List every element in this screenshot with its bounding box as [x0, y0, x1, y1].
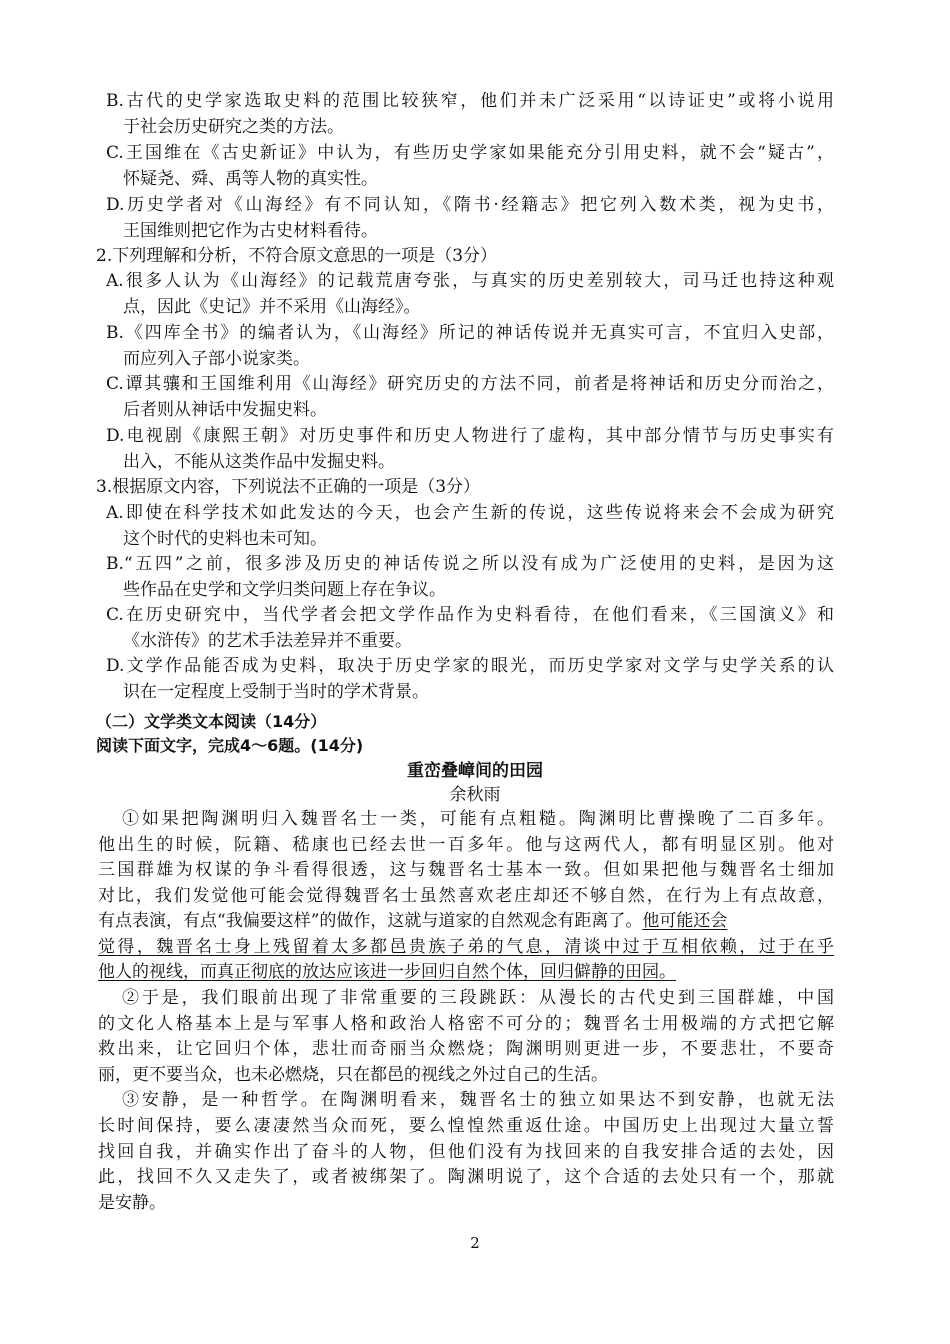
- q3-option-b-line2: 些作品在史学和文学归类问题上存在争议。: [123, 580, 446, 600]
- q1-option-b-line2: 于社会历史研究之类的方法。: [123, 117, 344, 137]
- p1-underlined-start: 他可能还会: [642, 911, 728, 931]
- q3-stem: 3.根据原文内容，下列说法不正确的一项是（3分）: [96, 477, 481, 497]
- p1-line4: 对比，我们发觉他可能会觉得魏晋名士虽然喜欢老庄却还不够自然，在行为上有点故意，: [98, 886, 834, 906]
- p3-line5: 是安静。: [98, 1193, 166, 1213]
- q2-option-d-line2: 出入，不能从这类作品中发掘史料。: [123, 452, 395, 472]
- q1-option-b-line1: B.古代的史学家选取史料的范围比较狭窄，他们并未广泛采用“以诗证史”或将小说用: [106, 91, 834, 111]
- q1-option-d-line1: D.历史学者对《山海经》有不同认知，《隋书·经籍志》把它列入数术类，视为史书，: [106, 195, 834, 215]
- q3-option-b-line1: B.“五四”之前，很多涉及历史的神话传说之所以没有成为广泛使用的史料，是因为这: [106, 554, 834, 574]
- q1-option-d-line2: 王国维则把它作为古史材料看待。: [123, 221, 378, 241]
- p1-line2: 他出生的时候，阮籍、嵇康也已经去世一百多年。他与这两代人，都有明显区别。他对: [98, 835, 834, 855]
- section-heading: （二）文学类文本阅读（14分）: [96, 712, 327, 731]
- q2-option-c-line2: 后者则从神话中发掘史料。: [123, 400, 327, 420]
- p1-underlined-line3-text: 他人的视线，而真正彻底的放达应该进一步回归自然个体，回归僻静的田园。: [98, 962, 676, 982]
- p3-line1: ③安静，是一种哲学。在陶渊明看来，魏晋名士的独立如果达不到安静，也就无法: [122, 1090, 834, 1110]
- q1-option-c-line2: 怀疑尧、舜、禹等人物的真实性。: [123, 169, 378, 189]
- p1-underlined-line2: 觉得，魏晋名士身上残留着太多都邑贵族子弟的气息，清谈中过于互相依赖，过于在乎: [98, 937, 834, 957]
- q3-option-c-line1: C.在历史研究中，当代学者会把文学作品作为史料看待，在他们看来，《三国演义》和: [106, 605, 834, 625]
- q2-option-a-line1: A.很多人认为《山海经》的记载荒唐夸张，与真实的历史差别较大，司马迁也持这种观: [106, 271, 834, 291]
- p2-line1: ②于是，我们眼前出现了非常重要的三段跳跃：从漫长的古代史到三国群雄，中国: [122, 988, 834, 1008]
- q3-option-d-line2: 识在一定程度上受制于当时的学术背景。: [123, 682, 429, 702]
- q2-option-b-line1: B.《四库全书》的编者认为，《山海经》所记的神话传说并无真实可言，不宜归入史部，: [106, 323, 834, 343]
- section-instruction: 阅读下面文字，完成4～6题。(14分): [96, 736, 364, 755]
- page-number: 2: [470, 1234, 480, 1252]
- p1-line5: [98, 910, 834, 932]
- q1-option-c-line1: C.王国维在《古史新证》中认为，有些历史学家如果能充分引用史料，就不会“疑古”，: [106, 143, 834, 163]
- p1-line3: 三国群雄为权谋的争斗看得很透，这与魏晋名士基本一致。但如果把他与魏晋名士细加: [98, 860, 834, 880]
- passage-author: 余秋雨: [449, 785, 501, 805]
- p3-line2: 长时间保持，要么凄凄然当众而死，要么惶惶然重返仕途。中国历史上出现过大量立誓: [98, 1116, 834, 1136]
- q3-option-d-line1: D.文学作品能否成为史料，取决于历史学家的眼光，而历史学家对文学与史学关系的认: [106, 656, 834, 676]
- q3-option-a-line2: 这个时代的史料也未可知。: [123, 529, 327, 549]
- q3-option-c-line2: 《水浒传》的艺术手法差异并不重要。: [123, 631, 412, 651]
- q2-option-b-line2: 而应列入子部小说家类。: [123, 349, 310, 369]
- p1-underlined-line3: [98, 961, 834, 983]
- q3-option-a-line1: A.即使在科学技术如此发达的今天，也会产生新的传说，这些传说将来会不会成为研究: [106, 503, 834, 523]
- passage-title: 重峦叠嶂间的田园: [407, 761, 543, 781]
- p3-line3: 找回自我，并确实作出了奋斗的人物，但他们没有为找回来的自我安排合适的去处，因: [98, 1142, 834, 1162]
- p1-line5-text: 有点表演，有点“我偏要这样”的做作，这就与道家的自然观念有距离了。: [98, 911, 643, 931]
- q2-option-a-line2: 点，因此《史记》并不采用《山海经》。: [123, 297, 421, 317]
- q2-option-c-line1: C.谭其骧和王国维利用《山海经》研究历史的方法不同，前者是将神话和历史分而治之，: [106, 374, 834, 394]
- p2-line3: 救出来，让它回归个体，悲壮而奇丽当众燃烧；陶渊明则更进一步，不要悲壮，不要奇: [98, 1039, 834, 1059]
- p1-line1: ①如果把陶渊明归入魏晋名士一类，可能有点粗糙。陶渊明比曹操晚了二百多年。: [122, 809, 834, 829]
- q2-stem: 2.下列理解和分析，不符合原文意思的一项是（3分）: [96, 246, 498, 266]
- p3-line4: 此，找回不久又走失了，或者被绑架了。陶渊明说了，这个合适的去处只有一个，那就: [98, 1167, 834, 1187]
- p2-line4: 丽，更不要当众，也未必燃烧，只在都邑的视线之外过自己的生活。: [98, 1065, 608, 1085]
- q2-option-d-line1: D.电视剧《康熙王朝》对历史事件和历史人物进行了虚构，其中部分情节与历史事实有: [106, 426, 834, 446]
- p2-line2: 的文化人格基本上是与军事人格和政治人格密不可分的；魏晋名士用极端的方式把它解: [98, 1014, 834, 1034]
